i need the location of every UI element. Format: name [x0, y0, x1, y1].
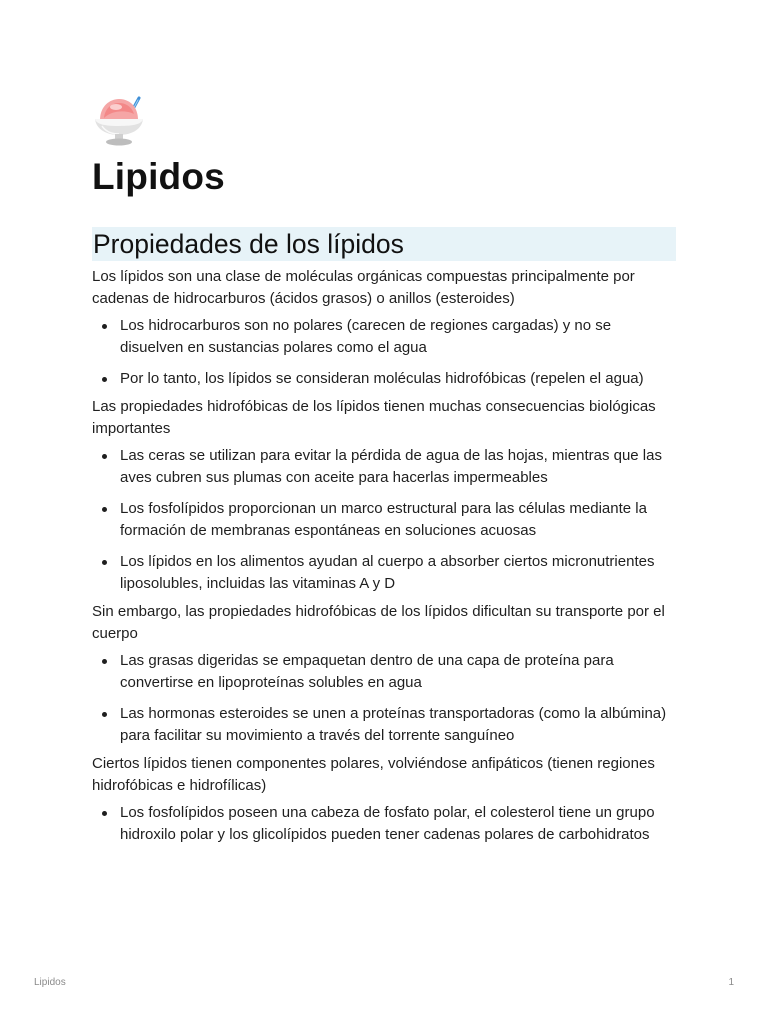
list-item — [92, 703, 676, 747]
paragraph: Los lípidos son una clase de moléculas orgánicas compuestas principalmente por cadenas de hidrocarburos (ácidos grasos) o anillos (esteroides) — [92, 268, 635, 307]
bullet-icon — [102, 507, 107, 512]
footer-document-name: Lipidos — [34, 977, 66, 988]
page-title: Lipidos — [92, 156, 225, 197]
paragraph: Sin embargo, las propiedades hidrofóbicas de los lípidos dificultan su transporte por el cuerpo — [92, 603, 665, 642]
list-item — [92, 498, 676, 542]
bullet-list — [92, 650, 676, 747]
paragraph: Las propiedades hidrofóbicas de los lípidos tienen muchas consecuencias biológicas importantes — [92, 398, 656, 437]
bullet-list — [92, 315, 676, 390]
list-item-text: Los fosfolípidos poseen una cabeza de fosfato polar, el colesterol tiene un grupo hidroxilo polar y los glicolípidos pueden tener cadenas polares de carbohidratos — [120, 804, 655, 843]
bullet-icon — [102, 377, 107, 382]
bullet-list — [92, 802, 676, 846]
list-item-text: Los fosfolípidos proporcionan un marco estructural para las células mediante la formación de membranas espontáneas en soluciones acuosas — [120, 500, 647, 539]
list-item — [92, 551, 676, 595]
bullet-list — [92, 445, 676, 595]
list-item — [92, 802, 676, 846]
document-body — [92, 227, 676, 852]
list-item-text: Los lípidos en los alimentos ayudan al cuerpo a absorber ciertos micronutrientes liposolubles, incluidas las vitaminas A y D — [120, 553, 655, 592]
bullet-icon — [102, 560, 107, 565]
list-item-text: Por lo tanto, los lípidos se consideran moléculas hidrofóbicas (repelen el agua) — [120, 370, 644, 387]
bullet-icon — [102, 454, 107, 459]
paragraph: Ciertos lípidos tienen componentes polares, volviéndose anfipáticos (tienen regiones hidrofóbicas e hidrofílicas) — [92, 755, 655, 794]
list-item — [92, 315, 676, 359]
list-item-text: Los hidrocarburos son no polares (carecen de regiones cargadas) y no se disuelven en sustancias polares como el agua — [120, 317, 612, 356]
shaved-ice-icon — [92, 96, 148, 148]
footer-page-number: 1 — [728, 977, 734, 988]
bullet-icon — [102, 712, 107, 717]
list-item — [92, 445, 676, 489]
list-item — [92, 368, 676, 390]
list-item — [92, 650, 676, 694]
list-item-text: Las grasas digeridas se empaquetan dentro de una capa de proteína para convertirse en lipoproteínas solubles en agua — [120, 652, 614, 691]
section-heading: Propiedades de los lípidos — [92, 227, 676, 261]
list-item-text: Las ceras se utilizan para evitar la pérdida de agua de las hojas, mientras que las aves cubren sus plumas con aceite para hacerlas impermeables — [120, 447, 662, 486]
bullet-icon — [102, 811, 107, 816]
bullet-icon — [102, 324, 107, 329]
bullet-icon — [102, 659, 107, 664]
list-item-text: Las hormonas esteroides se unen a proteínas transportadoras (como la albúmina) para facilitar su movimiento a través del torrente sanguíneo — [120, 705, 667, 744]
